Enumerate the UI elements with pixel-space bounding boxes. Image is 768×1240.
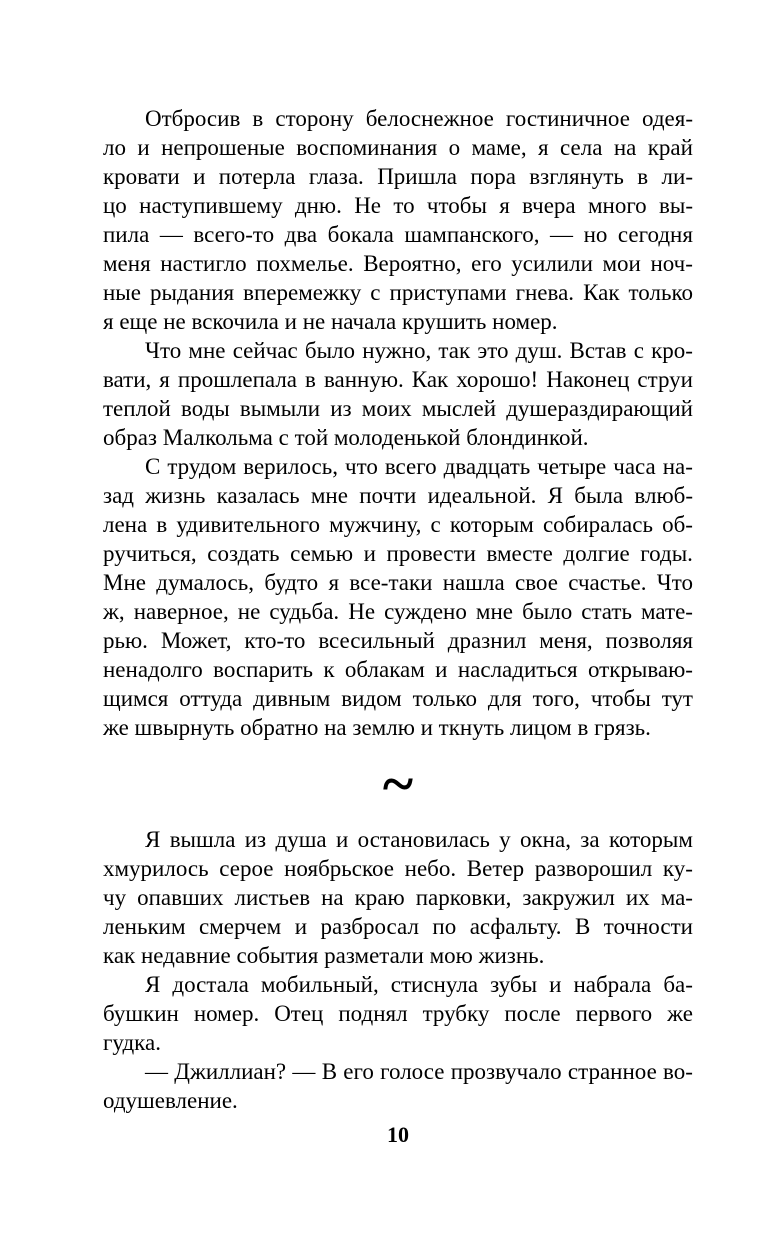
book-page	[103, 104, 693, 1149]
page-number: 10	[387, 1122, 409, 1147]
text-line: как недавние события разметали мою жизнь.	[103, 943, 545, 968]
paragraph	[103, 104, 693, 336]
section-separator	[103, 742, 693, 825]
text-line: одушевление.	[103, 1088, 238, 1113]
paragraph	[103, 452, 693, 742]
text-line: щимся оттуда дивным видом только для того, чтобы тут	[103, 686, 693, 711]
text-line: цо наступившему дню. Не то чтобы я вчера много вы-	[103, 193, 693, 218]
text-line: Что мне сейчас было нужно, так это душ. Встав с кро-	[145, 338, 693, 363]
text-line: — Джиллиан? — В его голосе прозвучало странное во-	[145, 1059, 693, 1084]
text-line: ж, наверное, не судьба. Не суждено мне было стать мате-	[103, 599, 693, 624]
text-line: чу опавших листьев на краю парковки, закружил их ма-	[103, 885, 693, 910]
paragraph	[103, 970, 693, 1057]
text-line: ло и непрошеные воспоминания о маме, я села на край	[103, 135, 693, 160]
text-line: С трудом верилось, что всего двадцать четыре часа на-	[145, 454, 693, 479]
paragraph	[103, 1057, 693, 1115]
text-line: же швырнуть обратно на землю и ткнуть лицом в грязь.	[103, 715, 651, 740]
text-line: хмурилось серое ноябрьское небо. Ветер разворошил ку-	[103, 856, 693, 881]
text-line: ненадолго воспарить к облакам и насладиться открываю-	[103, 657, 693, 682]
text-line: кровати и потерла глаза. Пришла пора взглянуть в ли-	[103, 164, 693, 189]
text-line: вати, я прошлепала в ванную. Как хорошо! Наконец струи	[103, 367, 693, 392]
text-line: рью. Может, кто-то всесильный дразнил меня, позволяя	[103, 628, 693, 653]
text-line: ные рыдания вперемежку с приступами гнева. Как только	[103, 280, 693, 305]
text-line: я еще не вскочила и не начала крушить номер.	[103, 309, 558, 334]
text-line: зад жизнь казалась мне почти идеальной. Я была влюб-	[103, 483, 693, 508]
text-line: гудка.	[103, 1030, 161, 1055]
text-line: ручиться, создать семью и провести вместе долгие годы.	[103, 541, 693, 566]
text-line: Я достала мобильный, стиснула зубы и набрала ба-	[145, 972, 693, 997]
text-line: Я вышла из душа и остановилась у окна, за которым	[145, 827, 693, 852]
paragraph	[103, 825, 693, 970]
tilde-glyph: ~	[382, 750, 414, 816]
text-line: бушкин номер. Отец поднял трубку после первого же	[103, 1001, 693, 1026]
text-line: леньким смерчем и разбросал по асфальту. В точности	[103, 914, 693, 939]
text-line: Мне думалось, будто я все-таки нашла свое счастье. Что	[103, 570, 693, 595]
paragraph	[103, 336, 693, 452]
text-line: образ Малкольма с той молоденькой блондинкой.	[103, 425, 589, 450]
text-line: меня настигло похмелье. Вероятно, его усилили мои ноч-	[103, 251, 693, 276]
text-line: теплой воды вымыли из моих мыслей душераздирающий	[103, 396, 693, 421]
text-line: пила — всего-то два бокала шампанского, — но сегодня	[103, 222, 693, 247]
text-line: Отбросив в сторону белоснежное гостиничное одея-	[145, 106, 693, 131]
page-text	[103, 104, 693, 1115]
text-line: лена в удивительного мужчину, с которым собиралась об-	[103, 512, 693, 537]
